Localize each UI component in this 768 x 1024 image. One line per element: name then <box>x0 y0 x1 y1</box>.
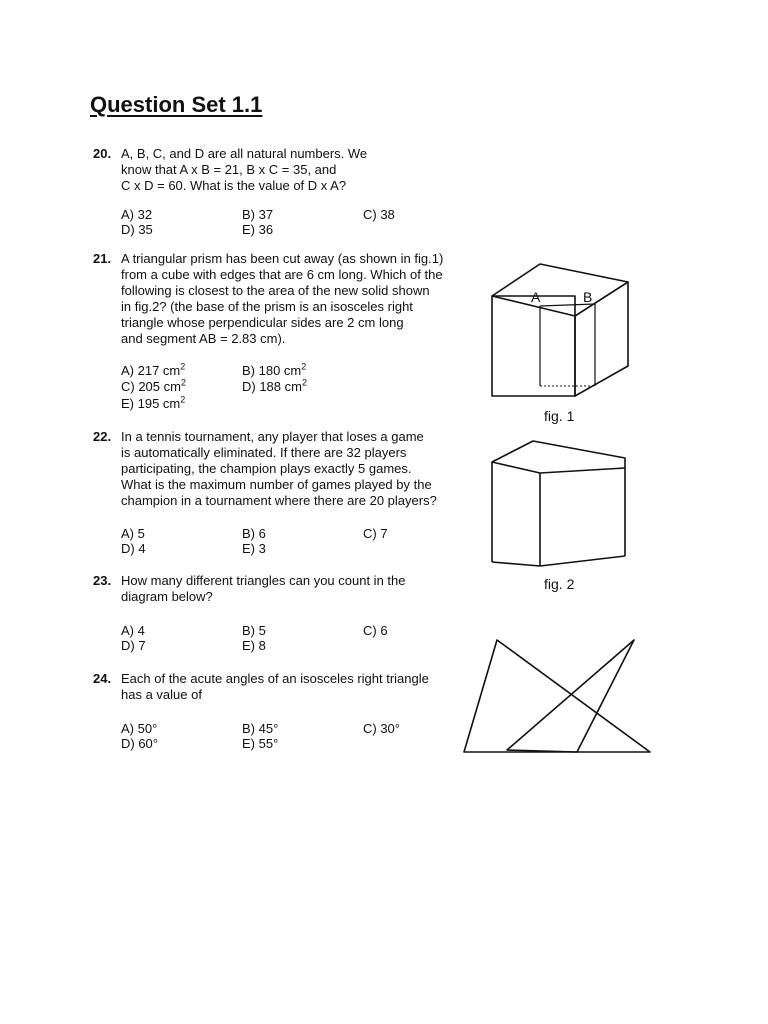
answer-option: A) 50° <box>121 721 158 736</box>
answer-option: B) 5 <box>242 623 266 638</box>
fig2-solid-diagram <box>485 438 635 570</box>
question-number: 20. <box>93 146 112 161</box>
answer-option: D) 7 <box>121 638 146 653</box>
answer-option: A) 4 <box>121 623 145 638</box>
answer-option: C) 6 <box>363 623 388 638</box>
question-21 <box>93 251 471 347</box>
question-line: C x D = 60. What is the value of D x A? <box>121 178 347 193</box>
answer-option: E) 36 <box>242 222 274 237</box>
answer-option: C) 30° <box>363 721 400 736</box>
answer-option: E) 3 <box>242 541 266 556</box>
question-line: is automatically eliminated. If there are 32 players <box>121 445 407 460</box>
answer-option: B) 37 <box>242 207 274 222</box>
answer-option: C) 7 <box>363 526 388 541</box>
answer-option: A) 5 <box>121 526 145 541</box>
question-line: following is closest to the area of the new solid shown <box>121 283 430 298</box>
question-20 <box>93 146 471 194</box>
answer-option: B) 180 $cm^2$ <box>242 361 307 378</box>
question-line: participating, the champion plays exactly 5 games. <box>121 461 412 476</box>
answer-option: E) 195 $cm^2$ <box>121 394 186 411</box>
answer-option: B) 6 <box>242 526 266 541</box>
question-number: 21. <box>93 251 112 266</box>
question-line: diagram below? <box>121 589 213 604</box>
answer-option: A) 32 <box>121 207 153 222</box>
answer-option: D) 35 <box>121 222 153 237</box>
question-number: 23. <box>93 573 112 588</box>
question-line: champion in a tournament where there are 20 players? <box>121 493 437 508</box>
fig2-label: fig. 2 <box>544 576 575 592</box>
answer-option: D) 188 $cm^2$ <box>242 377 307 394</box>
question-line: has a value of <box>121 687 202 702</box>
question-line: and segment AB = 2.83 cm). <box>121 331 286 346</box>
question-line: Each of the acute angles of an isosceles right triangle <box>121 671 429 686</box>
question-line: know that A x B = 21, B x C = 35, and <box>121 162 337 177</box>
answer-option: D) 4 <box>121 541 146 556</box>
point-b-label: B <box>583 289 593 305</box>
question-line: from a cube with edges that are 6 cm long. Which of the <box>121 267 443 282</box>
question-line: in fig.2? (the base of the prism is an isosceles right <box>121 299 413 314</box>
triangles-diagram <box>462 638 654 756</box>
question-number: 24. <box>93 671 112 686</box>
question-text <box>121 146 471 194</box>
page-title: Question Set 1.1 <box>90 92 263 117</box>
question-line: What is the maximum number of games played by the <box>121 477 432 492</box>
question-23 <box>93 573 471 605</box>
fig1-cube-diagram <box>485 258 650 403</box>
question-text <box>121 671 471 703</box>
question-text <box>121 251 471 347</box>
question-text <box>121 429 471 509</box>
answer-option: D) 60° <box>121 736 158 751</box>
question-line: A, B, C, and D are all natural numbers. We <box>121 146 368 161</box>
answer-option: C) 205 $cm^2$ <box>121 377 186 394</box>
question-number: 22. <box>93 429 112 444</box>
answer-option: A) 217 $cm^2$ <box>121 361 186 378</box>
point-a-label: A <box>531 289 541 305</box>
answer-option: B) 45° <box>242 721 279 736</box>
fig1-label: fig. 1 <box>544 408 575 424</box>
question-text <box>121 573 471 605</box>
answer-option: E) 55° <box>242 736 279 751</box>
question-line: How many different triangles can you count in the <box>121 573 406 588</box>
question-24 <box>93 671 471 703</box>
question-line: A triangular prism has been cut away (as shown in fig.1) <box>121 251 444 266</box>
question-22 <box>93 429 471 509</box>
question-line: In a tennis tournament, any player that loses a game <box>121 429 424 444</box>
question-line: triangle whose perpendicular sides are 2 cm long <box>121 315 404 330</box>
answer-option: E) 8 <box>242 638 266 653</box>
answer-option: C) 38 <box>363 207 395 222</box>
